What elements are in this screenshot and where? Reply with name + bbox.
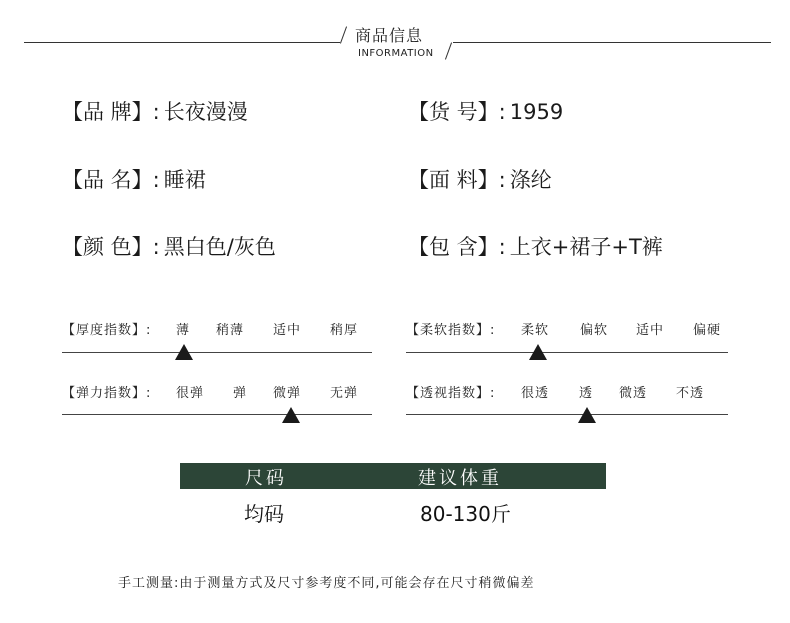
elasticity-option-2: 弹 [233, 386, 248, 401]
softness-scale-line [406, 352, 728, 353]
header-line-left [24, 42, 340, 43]
header-line-right [453, 42, 771, 43]
header-subtitle: INFORMATION [358, 48, 434, 59]
fabric-value: 涤纶 [509, 168, 552, 192]
size-cell-weight: 80-130斤 [420, 502, 511, 526]
elasticity-indicator-icon [282, 407, 300, 423]
softness-option-3: 适中 [636, 323, 665, 338]
color-value: 黑白色/灰色 [163, 235, 276, 259]
measurement-footnote: 手工测量:由于测量方式及尺寸参考度不同,可能会存在尺寸稍微偏差 [118, 576, 535, 591]
item-no-value: 1959 [509, 100, 564, 124]
softness-option-4: 偏硬 [693, 323, 722, 338]
header-slash-right [445, 42, 452, 59]
softness-option-2: 偏软 [580, 323, 609, 338]
thickness-indicator-icon [175, 344, 193, 360]
transparency-option-4: 不透 [676, 386, 705, 401]
transparency-scale-line [406, 414, 728, 415]
elasticity-label: 【弹力指数】: [62, 386, 152, 401]
info-package [408, 231, 663, 261]
transparency-option-3: 微透 [619, 386, 648, 401]
package-label: 【包 含】: [408, 235, 506, 259]
softness-label: 【柔软指数】: [406, 323, 496, 338]
item-no-label: 【货 号】: [408, 100, 506, 124]
elasticity-option-4: 无弹 [330, 386, 359, 401]
thickness-scale-line [62, 352, 372, 353]
thickness-option-3: 适中 [273, 323, 302, 338]
transparency-label: 【透视指数】: [406, 386, 496, 401]
brand-label: 【品 牌】: [62, 100, 160, 124]
header-title: 商品信息 [355, 26, 424, 45]
thickness-option-1: 薄 [176, 323, 191, 338]
name-label: 【品 名】: [62, 168, 160, 192]
info-brand [62, 96, 248, 126]
thickness-option-2: 稍薄 [216, 323, 245, 338]
thickness-label: 【厚度指数】: [62, 323, 152, 338]
elasticity-option-1: 很弹 [176, 386, 205, 401]
size-header-weight: 建议体重 [418, 468, 502, 489]
transparency-indicator-icon [578, 407, 596, 423]
header-slash-left [340, 26, 347, 43]
elasticity-option-3: 微弹 [273, 386, 302, 401]
transparency-option-1: 很透 [521, 386, 550, 401]
info-name [62, 164, 206, 194]
softness-option-1: 柔软 [521, 323, 550, 338]
size-table-header-bar [180, 463, 606, 489]
size-header-size: 尺码 [245, 468, 287, 489]
elasticity-scale-line [62, 414, 372, 415]
size-cell-size: 均码 [244, 502, 284, 526]
info-fabric [408, 164, 552, 194]
softness-indicator-icon [529, 344, 547, 360]
color-label: 【颜 色】: [62, 235, 160, 259]
package-value: 上衣+裙子+T裤 [509, 235, 663, 259]
transparency-option-2: 透 [579, 386, 594, 401]
info-color [62, 231, 276, 261]
name-value: 睡裙 [163, 168, 206, 192]
info-item-no [408, 96, 563, 126]
fabric-label: 【面 料】: [408, 168, 506, 192]
brand-value: 长夜漫漫 [163, 100, 248, 124]
thickness-option-4: 稍厚 [330, 323, 359, 338]
